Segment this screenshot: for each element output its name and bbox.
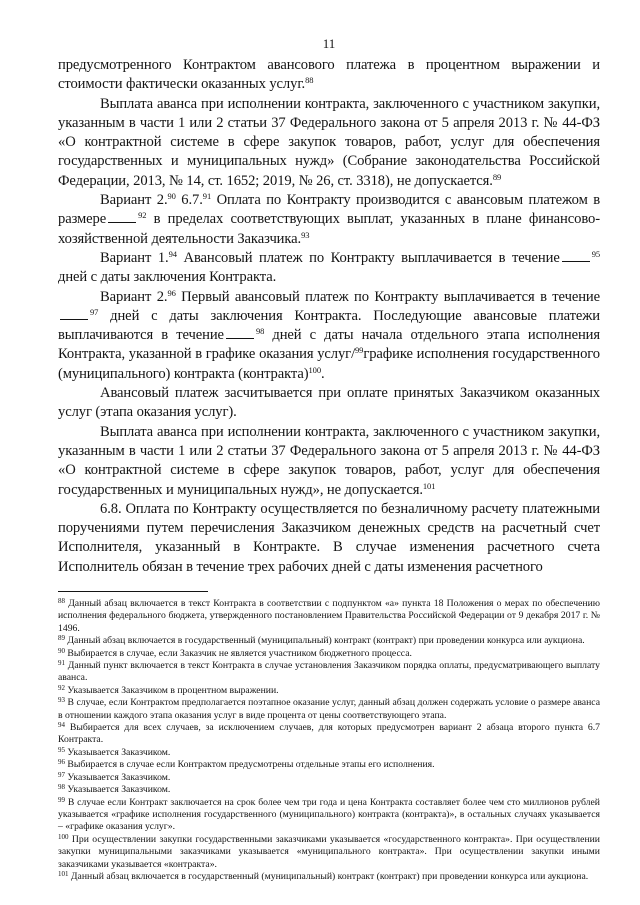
footnote-number: 91: [58, 659, 65, 668]
paragraph-text: дней с даты начала отдельного этапа исполнения Контракта, указанной в графике оказания услуг/: [58, 327, 600, 363]
footnote: [58, 635, 600, 647]
footnote: [58, 772, 600, 784]
footnote-number: 95: [58, 745, 65, 754]
footnote-text: Указывается Заказчиком в процентном выражении.: [67, 684, 279, 696]
footnote-text: В случае если Контракт заключается на срок более чем три года и цена Контракта составляет более чем сто миллионов рублей указывается «графике исполнения государственного (муниципального) контракта (контракта)», в остальных случаях указывается – «графике оказания услуг».: [58, 796, 600, 833]
paragraph-text: в пределах соответствующих выплат, указанных в плане финансово-хозяйственной деятельности Заказчика.: [58, 211, 600, 247]
footnote-number: 89: [58, 634, 65, 643]
document-body: [58, 56, 600, 577]
body-paragraph: [58, 95, 600, 191]
paragraph-text: дней с даты заключения Контракта. Последующие авансовые платежи выплачиваются в течение: [58, 307, 600, 344]
footnote: [58, 797, 600, 834]
page-number: 11: [322, 36, 336, 51]
footnote-number: 90: [58, 646, 65, 655]
paragraph-text: Вариант 2.: [100, 288, 168, 305]
footnote-text: Выбирается для всех случаев, за исключением случаев, для которых предусмотрен вариант 2 абзаца второго пункта 6.7 Контракта.: [58, 722, 600, 746]
paragraph-text: Авансовый платеж по Контракту выплачивается в течение: [176, 249, 560, 266]
footnote-text: Указывается Заказчиком.: [67, 784, 171, 796]
footnote-text: Данный абзац включается в государственный (муниципальный) контракт (контракт) при проведении конкурса или аукциона.: [67, 635, 585, 647]
footnote-number: 93: [58, 696, 65, 705]
paragraph-text: 6.7.: [175, 192, 203, 209]
paragraph-text: дней с даты заключения Контракта.: [58, 269, 277, 286]
footnote-number: 98: [58, 783, 65, 792]
footnote-ref[interactable]: 90: [167, 191, 176, 202]
footnote-ref[interactable]: 97: [90, 306, 99, 317]
paragraph-text: Первый авансовый платеж по Контракту выплачивается в течение: [175, 288, 600, 305]
footnote-number: 96: [58, 758, 65, 767]
body-paragraph: [58, 288, 600, 384]
footnote-text: Данный абзац включается в государственный (муниципальный) контракт (контракт) при проведении конкурса или аукциона.: [70, 870, 589, 882]
footnote-number: 94: [58, 721, 65, 730]
footnote-ref[interactable]: 88: [305, 75, 314, 86]
paragraph-text: .: [320, 365, 325, 382]
footnote-ref[interactable]: 89: [492, 171, 502, 182]
footnote-number: 97: [58, 770, 65, 779]
footnote-ref[interactable]: 94: [168, 248, 177, 259]
footnote: [58, 598, 600, 635]
footnote-ref[interactable]: 92: [138, 210, 147, 221]
footnote-text: Выбирается в случае если Контрактом предусмотрены отдельные этапы его исполнения.: [67, 759, 435, 771]
footnote: [58, 685, 600, 697]
footnote-text: Данный абзац включается в текст Контракта в соответствии с подпунктом «а» пункта 18 Положения о мерах по обеспечению исполнения федерального бюджета, утвержденного постановлением Правительства Российской Федерации от 9 декабря 2017 г. № 1496.: [58, 598, 600, 634]
footnote: [58, 759, 600, 771]
footnote-ref[interactable]: 93: [301, 229, 310, 240]
footnote: [58, 871, 600, 883]
paragraph-text: Вариант 2.: [100, 192, 168, 209]
paragraph-text: Авансовый платеж засчитывается при оплате принятых Заказчиком оказанных услуг (этапа оказания услуг).: [58, 385, 600, 421]
body-paragraph: [58, 500, 600, 577]
footnote-ref[interactable]: 95: [591, 248, 601, 259]
footnote: [58, 648, 600, 660]
fill-in-blank: [226, 327, 254, 339]
footnote: [58, 834, 600, 871]
paragraph-text: Оплата по Контракту производится с авансовым платежом в размере: [58, 192, 601, 228]
footnote-text: Указывается Заказчиком.: [67, 771, 171, 783]
footnotes: [58, 598, 600, 883]
footnote: [58, 697, 600, 722]
footnote: [58, 747, 600, 759]
footnote-ref[interactable]: 100: [308, 364, 321, 375]
footnote: [58, 722, 600, 747]
paragraph-text: предусмотренного Контрактом авансового платежа в процентном выражении и стоимости фактически оказанных услуг.: [58, 57, 600, 93]
paragraph-text: 6.8. Оплата по Контракту осуществляется по безналичному расчету платежными поручениями путем перечисления Заказчиком денежных средств на расчетный счет Исполнителя, указанный в Контракте. В случае изменения расчетного счета Исполнитель обязан в течение трех рабочих дней с даты изменения расчетного: [58, 500, 600, 575]
footnote-number: 100: [58, 832, 69, 841]
footnote-number: 88: [58, 597, 65, 606]
paragraph-text: Выплата аванса при исполнении контракта, заключенного с участником закупки, указанным в части 1 или 2 статьи 37 Федерального закона от 5 апреля 2013 г. № 44-ФЗ «О контрактной системе в сфере закупок товаров, работ, услуг для обеспечения государственных и муниципальных нужд» (Собрание законодательства Российской Федерации, 2013, № 14, ст. 1652; 2019, № 26, ст. 3318), не допускается.: [58, 95, 600, 189]
footnote-number: 99: [58, 795, 65, 804]
footnote-divider: [58, 591, 208, 592]
footnote-text: В случае, если Контрактом предполагается поэтапное оказание услуг, данный абзац должен содержать условие о размере аванса в отношении каждого этапа оказания услуг в виде процента от цены соответствующего этапа.: [58, 697, 601, 721]
fill-in-blank: [562, 250, 590, 262]
footnote-text: При осуществлении закупки государственными заказчиками указывается «государственного контракта». При осуществлении закупки муниципальными заказчиками указывается «муниципального контракта». При осуществлении закупки иными заказчиками указывается «контракта».: [58, 833, 600, 870]
footnote-ref[interactable]: 101: [422, 480, 436, 491]
body-paragraph: [58, 384, 600, 423]
footnote-ref[interactable]: 91: [202, 191, 212, 202]
footnote-ref[interactable]: 99: [355, 345, 364, 356]
paragraph-text: Вариант 1.: [100, 249, 169, 266]
paragraph-text: Выплата аванса при исполнении контракта, заключенного с участником закупки, указанным в части 1 или 2 статьи 37 Федерального закона от 5 апреля 2013 г. № 44-ФЗ «О контрактной системе в сфере закупок товаров, работ, услуг для обеспечения государственных и муниципальных нужд», не допускается.: [58, 423, 600, 498]
footnote-text: Указывается Заказчиком.: [67, 746, 171, 758]
footnote: [58, 660, 600, 685]
footnote-number: 92: [58, 683, 65, 692]
body-paragraph: [58, 249, 600, 288]
footnote-number: 101: [58, 869, 69, 878]
body-paragraph: [58, 423, 600, 500]
footnote-ref[interactable]: 96: [167, 287, 176, 298]
footnote-ref[interactable]: 98: [255, 326, 265, 337]
fill-in-blank: [60, 308, 88, 320]
footnote: [58, 784, 600, 796]
fill-in-blank: [108, 211, 136, 223]
body-paragraph: [58, 56, 600, 95]
footnote-text: Выбирается в случае, если Заказчик не является участником бюджетного процесса.: [67, 647, 412, 659]
paragraph-text: графике исполнения государственного (муниципального) контракта (контракта): [58, 346, 600, 382]
footnote-text: Данный пункт включается в текст Контракта в случае установления Заказчиком порядка оплаты, предусматривающего выплату аванса.: [58, 660, 600, 684]
body-paragraph: [58, 191, 600, 249]
